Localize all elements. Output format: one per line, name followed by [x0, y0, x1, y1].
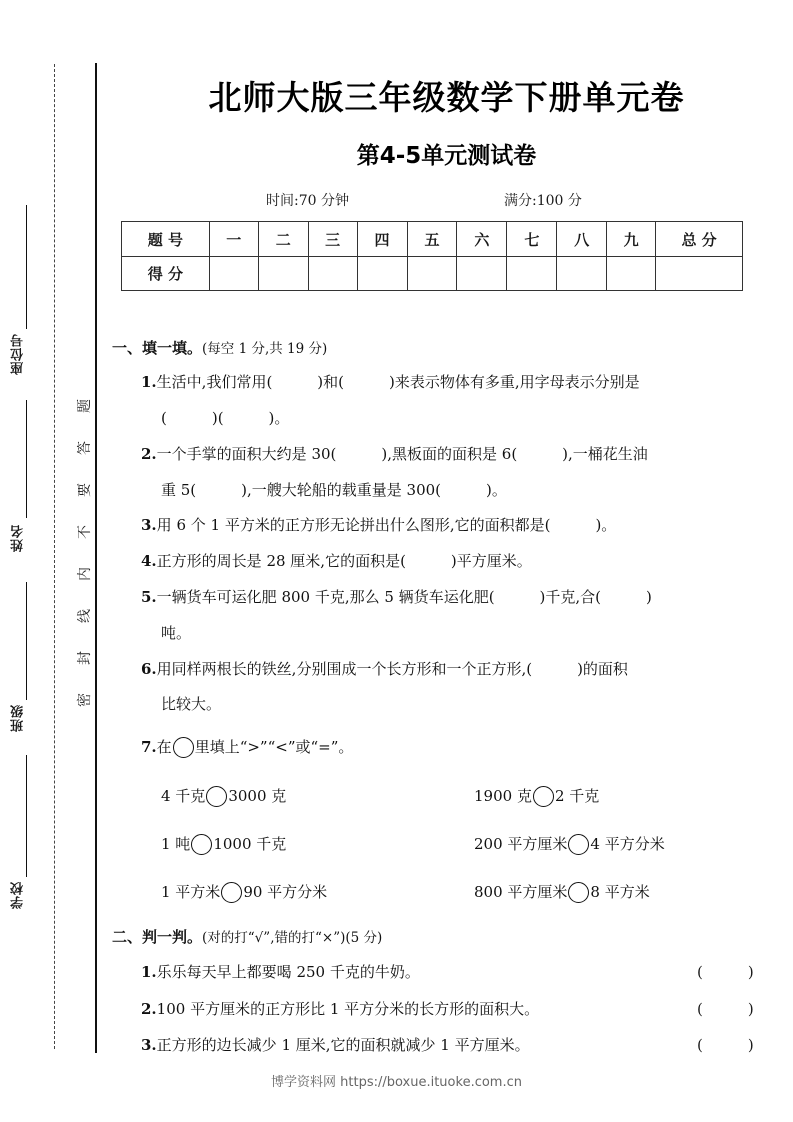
question-1-7 [141, 736, 353, 758]
question-1-2 [141, 443, 648, 464]
question-text: 正方形的周长是 28 厘米,它的面积是( )平方厘米。 [156, 552, 532, 570]
question-1-5 [141, 586, 652, 607]
score-cell[interactable] [607, 257, 656, 291]
comparison-right: 1000 千克 [213, 835, 287, 853]
question-1-6 [141, 658, 628, 679]
section-1-title: 一、填一填。 [112, 339, 203, 357]
judge-answer-box[interactable]: ( ) [697, 1000, 754, 1018]
question-number: 7. [141, 738, 157, 756]
seal-char: 答 [77, 441, 93, 455]
seal-line-notice [74, 398, 96, 708]
answer-circle[interactable] [206, 786, 227, 807]
seal-char: 封 [77, 651, 93, 665]
question-text: 一辆货车可运化肥 800 千克,那么 5 辆货车运化肥( )千克,合( ) [156, 588, 652, 606]
compare-circle-icon [173, 737, 194, 758]
binding-dashed-line [54, 64, 55, 1049]
header-cell: 八 [557, 222, 607, 257]
score-cell[interactable] [507, 257, 557, 291]
comparison-item [474, 785, 599, 807]
section-2-title: 二、判一判。 [112, 928, 203, 946]
question-number: 3. [141, 516, 157, 534]
judge-question-3 [141, 1034, 530, 1055]
header-cell: 四 [357, 222, 407, 257]
header-cell: 九 [607, 222, 656, 257]
comparison-right: 4 平方分米 [590, 835, 665, 853]
answer-circle[interactable] [191, 834, 212, 855]
question-1-1-cont: ( )( )。 [161, 409, 290, 427]
comparison-right: 3000 克 [228, 787, 287, 805]
section-2-heading [112, 926, 382, 947]
full-score: 满分:100 分 [504, 193, 582, 209]
seal-char: 题 [77, 399, 93, 413]
seal-char: 内 [77, 567, 93, 581]
comparison-right: 90 平方分米 [243, 883, 328, 901]
comparison-left: 4 千克 [161, 787, 206, 805]
score-table [121, 221, 743, 291]
question-number: 2. [141, 445, 157, 463]
answer-circle[interactable] [221, 882, 242, 903]
question-number: 3. [141, 1036, 157, 1054]
section-1-note: (每空 1 分,共 19 分) [202, 341, 328, 357]
seat-number-label: 座位号 [11, 333, 26, 375]
comparison-left: 1 平方米 [161, 883, 221, 901]
question-number: 1. [141, 963, 157, 981]
header-cell: 一 [209, 222, 258, 257]
school-blank-line [26, 755, 27, 877]
question-text: 生活中,我们常用( )和( )来表示物体有多重,用字母表示分别是 [156, 373, 640, 391]
comparison-left: 800 平方厘米 [474, 883, 568, 901]
answer-circle[interactable] [533, 786, 554, 807]
question-text: 一个手掌的面积大约是 30( ),黑板面的面积是 6( ),一桶花生油 [156, 445, 648, 463]
judge-answer-box[interactable]: ( ) [697, 963, 754, 981]
seal-char: 密 [77, 693, 93, 707]
question-number: 6. [141, 660, 157, 678]
header-cell: 题 号 [122, 222, 210, 257]
name-label: 姓名 [11, 524, 26, 552]
answer-circle[interactable] [568, 882, 589, 903]
score-cell[interactable] [209, 257, 258, 291]
question-1-2-cont: 重 5( ),一艘大轮船的载重量是 300( )。 [161, 481, 507, 499]
footer-watermark: 博学资料网 https://boxue.ituoke.com.cn [271, 1075, 522, 1090]
comparison-item [161, 881, 327, 903]
page-title: 北师大版三年级数学下册单元卷 [208, 78, 685, 117]
judge-answer-box[interactable]: ( ) [697, 1036, 754, 1054]
page-subtitle: 第4-5单元测试卷 [356, 143, 537, 169]
comparison-right: 8 平方米 [590, 883, 650, 901]
comparison-item [161, 833, 286, 855]
time-limit: 时间:70 分钟 [266, 193, 349, 209]
score-cell[interactable] [557, 257, 607, 291]
comparison-item [474, 881, 650, 903]
question-1-3 [141, 514, 616, 535]
score-cell[interactable] [407, 257, 457, 291]
comparison-right: 2 千克 [554, 787, 600, 805]
comparison-item [161, 785, 286, 807]
score-table-header-row [122, 222, 743, 257]
header-cell: 三 [308, 222, 357, 257]
header-cell: 六 [457, 222, 507, 257]
comparison-left: 1 吨 [161, 835, 191, 853]
answer-circle[interactable] [568, 834, 589, 855]
seat-number-blank-line [26, 205, 27, 329]
score-table-score-row [122, 257, 743, 291]
class-label: 班级 [11, 704, 26, 732]
question-1-5-cont: 吨。 [161, 624, 192, 642]
section-1-heading [112, 337, 327, 358]
header-cell: 五 [407, 222, 457, 257]
section-2-note: (对的打“√”,错的打“×”)(5 分) [202, 930, 383, 946]
name-blank-line [26, 400, 27, 518]
seal-char: 线 [77, 609, 93, 623]
comparison-item [474, 833, 665, 855]
score-cell[interactable] [457, 257, 507, 291]
header-cell: 总 分 [656, 222, 743, 257]
question-text: 100 平方厘米的正方形比 1 平方分米的长方形的面积大。 [156, 1000, 540, 1018]
header-cell: 二 [258, 222, 308, 257]
question-text: 正方形的边长减少 1 厘米,它的面积就减少 1 平方厘米。 [156, 1036, 530, 1054]
class-blank-line [26, 582, 27, 700]
question-number: 2. [141, 1000, 157, 1018]
question-text: 用 6 个 1 平方米的正方形无论拼出什么图形,它的面积都是( )。 [156, 516, 617, 534]
question-1-6-cont: 比较大。 [161, 695, 222, 713]
question-text-pre: 在 [156, 738, 172, 756]
question-1-4 [141, 550, 532, 571]
score-cell[interactable] [308, 257, 357, 291]
seal-char: 不 [77, 525, 93, 539]
question-number: 5. [141, 588, 157, 606]
question-text: 用同样两根长的铁丝,分别围成一个长方形和一个正方形,( )的面积 [156, 660, 628, 678]
judge-question-1 [141, 961, 420, 982]
question-number: 1. [141, 373, 157, 391]
question-number: 4. [141, 552, 157, 570]
school-label: 学校 [11, 881, 26, 909]
question-text-post: 里填上“>”“<”或“=”。 [194, 738, 354, 756]
score-row-label: 得 分 [122, 257, 210, 291]
comparison-left: 200 平方厘米 [474, 835, 568, 853]
score-cell[interactable] [258, 257, 308, 291]
question-text: 乐乐每天早上都要喝 250 千克的牛奶。 [156, 963, 420, 981]
seal-char: 要 [77, 483, 93, 497]
question-1-1 [141, 371, 640, 392]
total-score-cell[interactable] [656, 257, 743, 291]
score-cell[interactable] [357, 257, 407, 291]
judge-question-2 [141, 998, 539, 1019]
comparison-left: 1900 克 [474, 787, 532, 805]
header-cell: 七 [507, 222, 557, 257]
